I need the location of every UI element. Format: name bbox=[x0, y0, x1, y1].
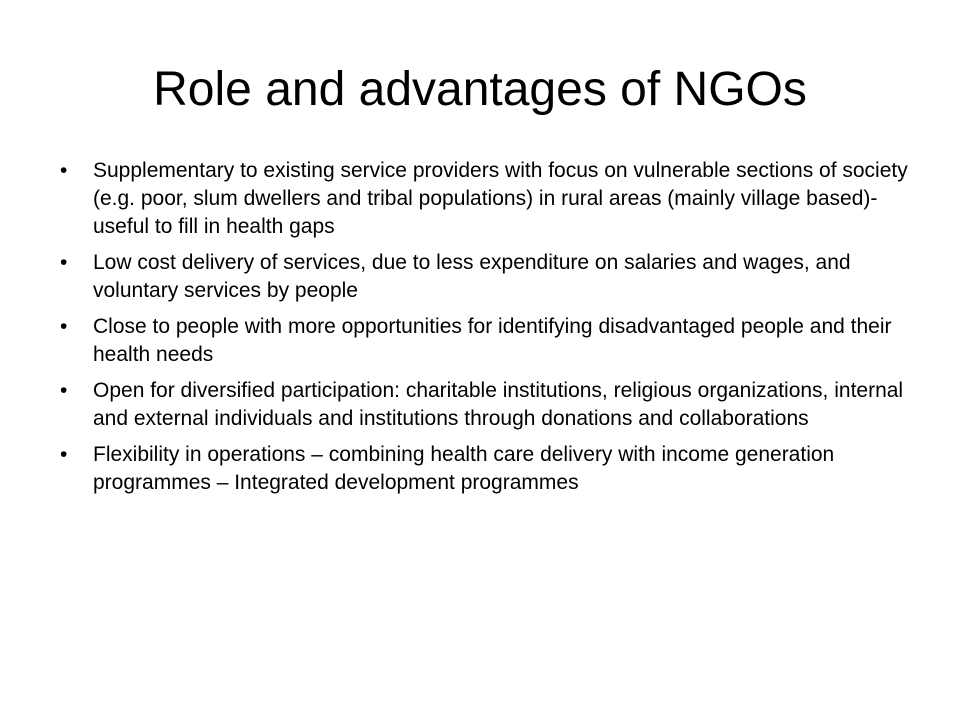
bullet-glyph: • bbox=[60, 315, 68, 338]
bullet-glyph: • bbox=[60, 379, 68, 402]
bullet-item bbox=[60, 157, 920, 241]
bullet-text: Flexibility in operations – combining health care delivery with income generation programmes – Integrated development programmes bbox=[93, 443, 835, 494]
bullet-glyph: • bbox=[60, 159, 68, 182]
bullet-item bbox=[60, 377, 920, 433]
slide-title: Role and advantages of NGOs bbox=[153, 63, 807, 116]
bullet-text: Close to people with more opportunities for identifying disadvantaged people and their health needs bbox=[93, 315, 892, 366]
bullet-text: Open for diversified participation: charitable institutions, religious organizations, internal and external individuals and institutions through donations and collaborations bbox=[93, 379, 904, 430]
bullet-item bbox=[60, 313, 920, 369]
bullet-glyph: • bbox=[60, 251, 68, 274]
bullet-glyph: • bbox=[60, 443, 68, 466]
bullet-item bbox=[60, 249, 920, 305]
bullet-text: Low cost delivery of services, due to less expenditure on salaries and wages, and voluntary services by people bbox=[93, 251, 851, 302]
bullet-item bbox=[60, 441, 920, 497]
bullet-list bbox=[60, 157, 920, 505]
bullet-text: Supplementary to existing service providers with focus on vulnerable sections of society (e.g. poor, slum dwellers and tribal populations) in rural areas (mainly village based)- useful to fill in health gaps bbox=[93, 159, 908, 238]
